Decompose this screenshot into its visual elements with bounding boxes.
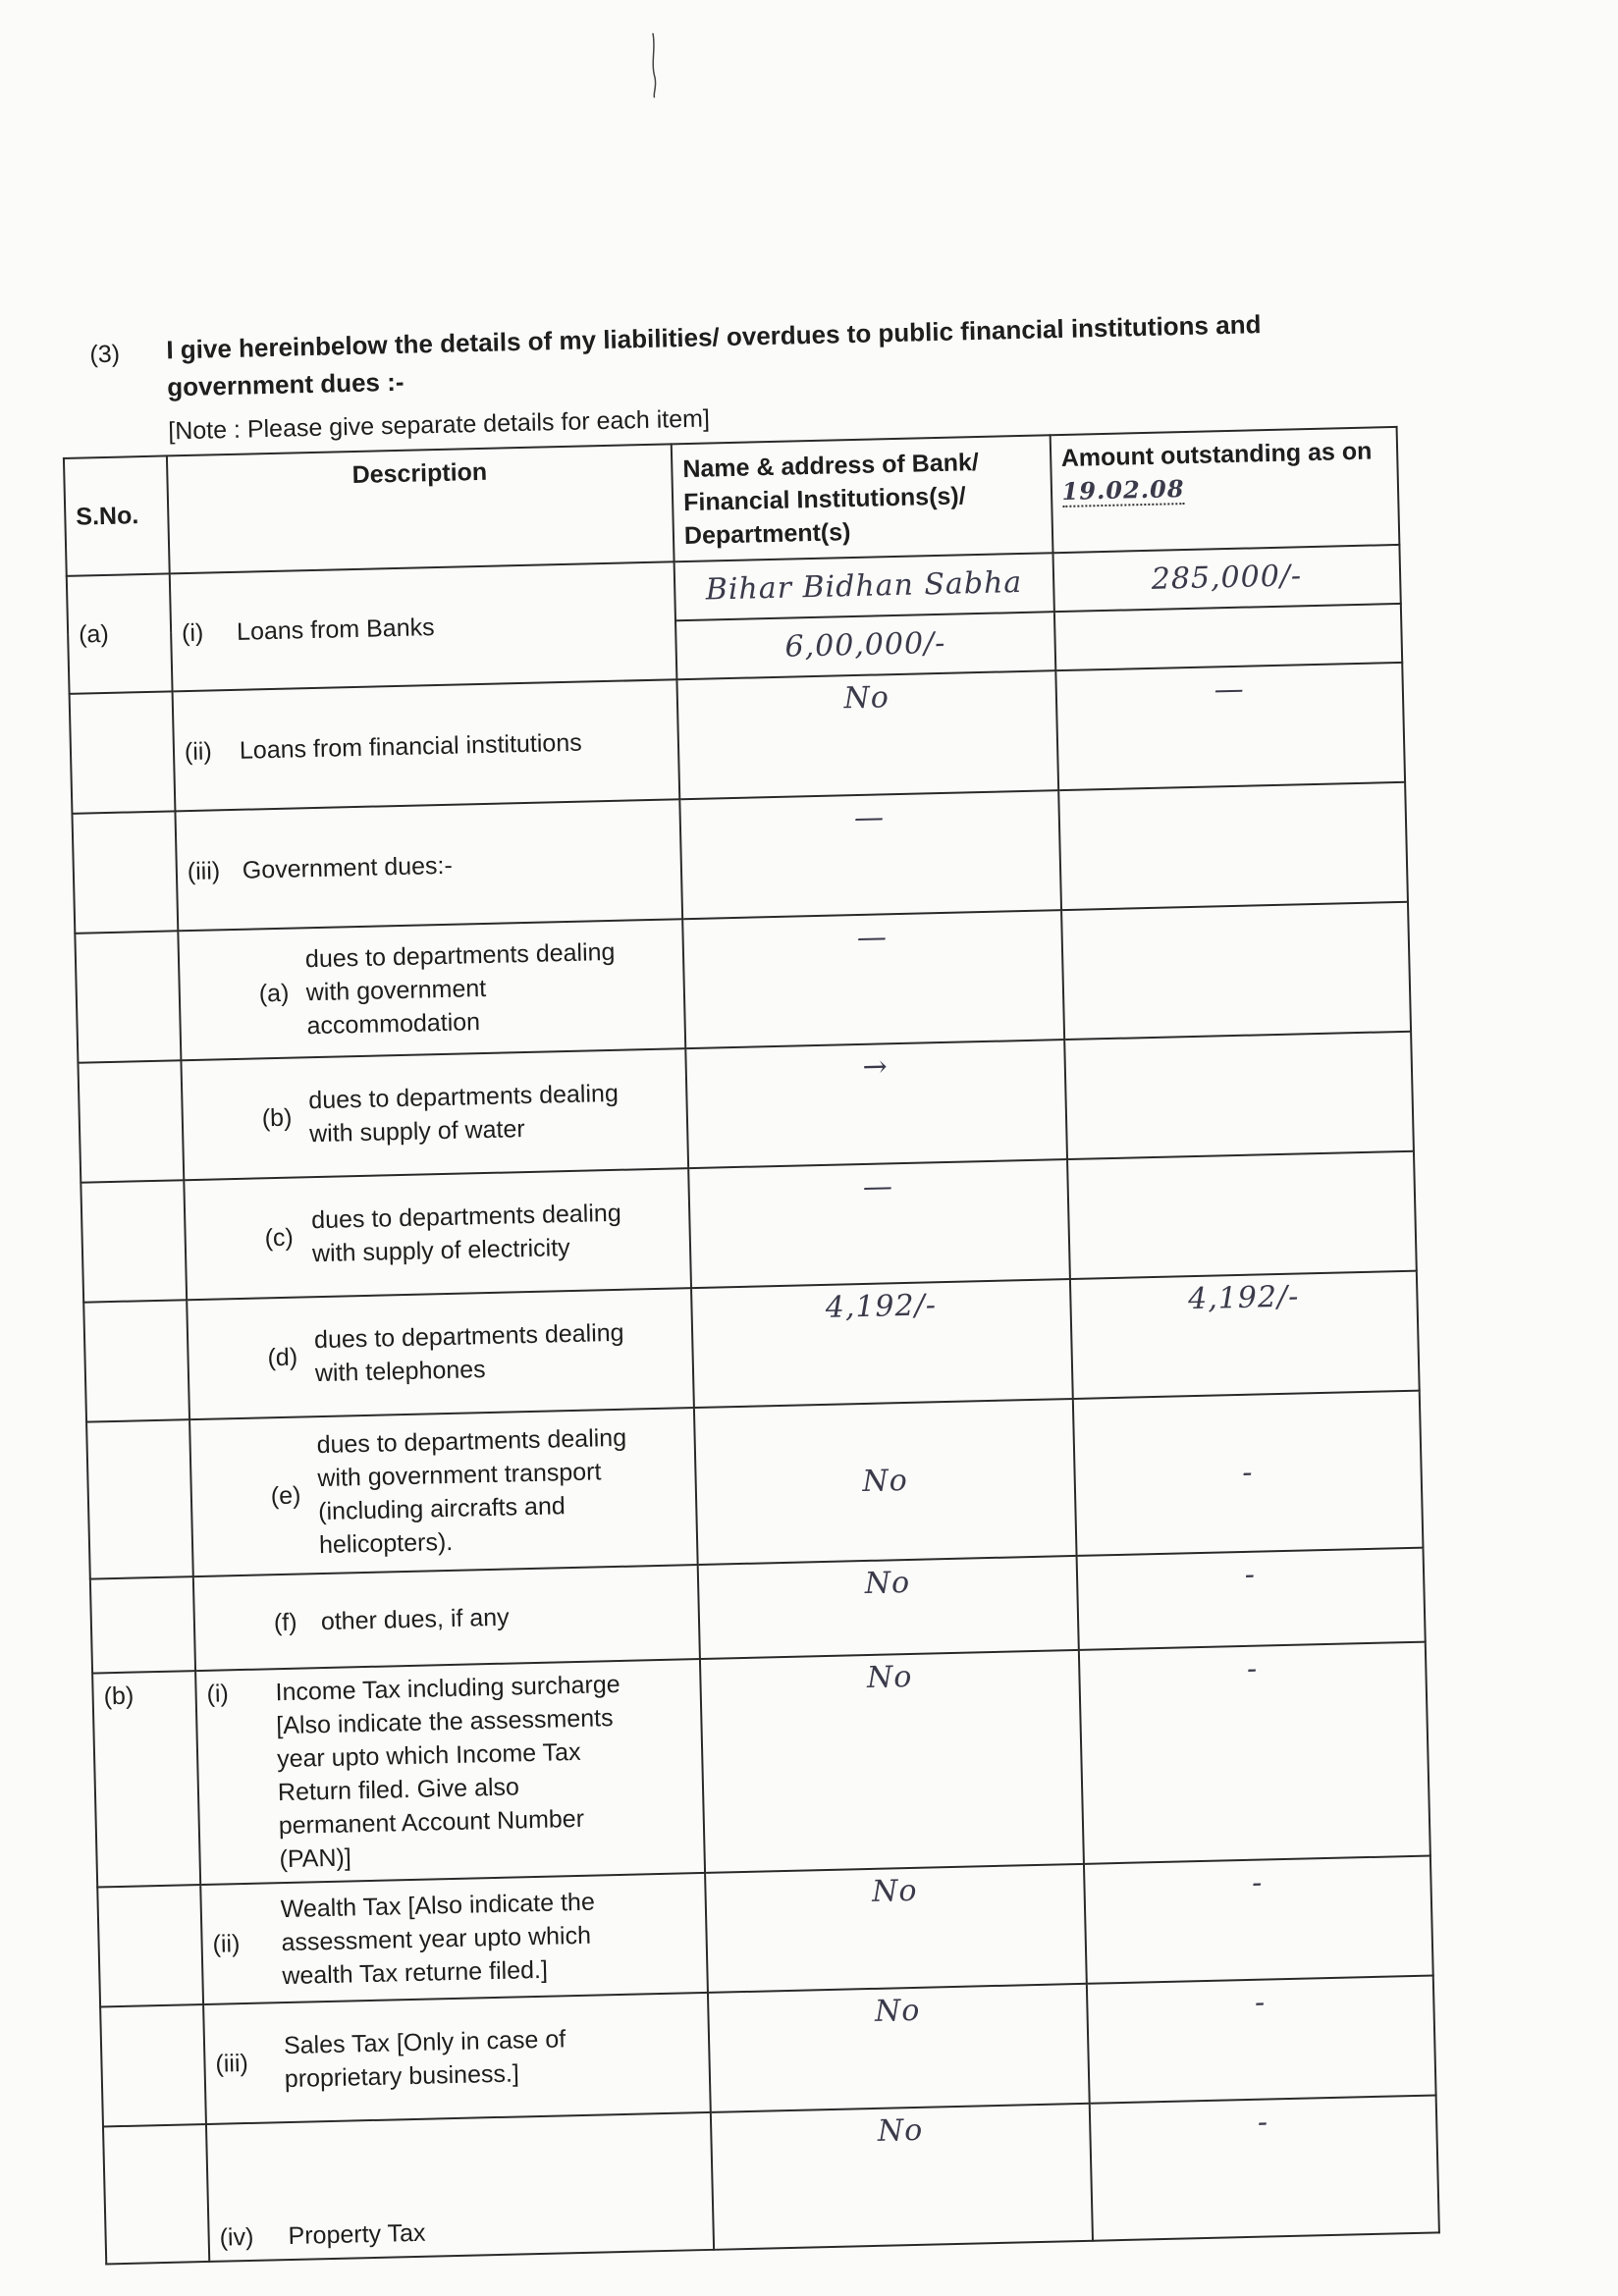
row-label: (a) <box>258 979 290 1008</box>
sno-cell <box>81 1180 187 1302</box>
section-heading <box>89 304 1326 402</box>
bank-name-cell: Bihar Bidhan Sabha <box>674 553 1054 620</box>
row-description: dues to departments dealing with government transport (including aircrafts and helicopters). <box>316 1423 627 1560</box>
b-row-desc <box>206 2112 714 2262</box>
row-description: dues to departments dealing with supply of water <box>308 1079 620 1148</box>
amount-cell: - <box>1072 1391 1423 1556</box>
row-description: dues to departments dealing with supply of electricity <box>310 1199 621 1268</box>
amount-cell: - <box>1078 1642 1429 1864</box>
header-bank: Name & address of Bank/ Financial Institutions(s)/ Department(s) <box>672 435 1052 561</box>
b-row-desc <box>203 1993 711 2124</box>
amount-cell <box>1053 604 1402 670</box>
sno-cell <box>72 811 178 933</box>
sub-row-desc <box>187 1288 694 1419</box>
row-description: Government dues:- <box>242 851 454 884</box>
bank-cell: No <box>698 1556 1079 1659</box>
row-label: (b) <box>261 1103 293 1133</box>
bank-cell: → <box>685 1040 1066 1168</box>
table-row <box>86 1391 1423 1579</box>
amount-cell <box>1061 902 1411 1040</box>
row-label: (i) <box>206 1680 230 1708</box>
row-description: Sales Tax [Only in case of proprietary business.] <box>283 2025 566 2094</box>
amount-cell <box>1058 782 1408 910</box>
bank-amount-cell: 6,00,000/- <box>675 612 1055 679</box>
section-heading-text: I give hereinbelow the details of my liabilities/ overdues to public financial institutions and government dues :- <box>166 309 1262 402</box>
row-description: dues to departments dealing with telephones <box>313 1318 624 1388</box>
row-label: (iii) <box>215 2049 249 2078</box>
table-row <box>92 1642 1430 1888</box>
amount-cell: — <box>1055 663 1405 790</box>
amount-cell: 4,192/- <box>1069 1271 1419 1399</box>
bank-cell: No <box>711 2104 1093 2250</box>
sno-cell <box>100 2004 206 2126</box>
loans-banks-desc <box>170 561 677 691</box>
row-description: dues to departments dealing with government accommodation <box>304 937 616 1041</box>
note-text: [Note : Please give separate details for each item] <box>167 404 711 446</box>
header-amount <box>1050 427 1399 553</box>
amount-cell <box>1067 1151 1417 1279</box>
row-label: (d) <box>267 1343 298 1372</box>
row-description: Wealth Tax [Also indicate the assessment year upto which wealth Tax returne filed.] <box>280 1888 596 1991</box>
bank-cell: No <box>676 670 1057 799</box>
row-label: (ii) <box>184 737 213 766</box>
sno-cell <box>90 1576 195 1673</box>
sno-cell <box>86 1419 193 1578</box>
sno-cell <box>97 1885 203 2006</box>
row-description: Loans from Banks <box>236 613 435 646</box>
header-description: Description <box>167 444 674 573</box>
bank-cell: — <box>688 1159 1069 1288</box>
sub-row-desc <box>181 1048 688 1180</box>
sno-cell <box>103 2124 209 2264</box>
section-a-label: (a) <box>67 573 173 693</box>
sno-cell <box>70 691 176 813</box>
row-label: (i) <box>181 618 204 647</box>
bank-cell: No <box>694 1399 1076 1565</box>
b-row-desc <box>200 1873 708 2004</box>
sno-cell <box>78 1060 184 1182</box>
bank-cell: No <box>708 1984 1089 2112</box>
liabilities-table <box>63 426 1440 2266</box>
sno-cell <box>83 1300 189 1421</box>
amount-cell: - <box>1084 1856 1433 1984</box>
row-label: (iii) <box>187 856 221 885</box>
header-amount-label: Amount outstanding as on <box>1060 437 1373 472</box>
staple-mark <box>650 33 658 98</box>
bank-cell: 4,192/- <box>691 1279 1072 1408</box>
loans-fi-desc <box>173 679 680 811</box>
amount-cell: - <box>1086 1975 1435 2103</box>
bank-cell: No <box>700 1650 1084 1873</box>
amount-cell: - <box>1089 2095 1439 2240</box>
row-description: Loans from financial institutions <box>239 728 582 765</box>
header-amount-date: 19.02.08 <box>1061 474 1185 506</box>
sno-cell <box>75 931 181 1062</box>
section-number: (3) <box>89 340 121 369</box>
row-label: (c) <box>264 1223 295 1253</box>
row-description: Property Tax <box>288 2218 426 2251</box>
amount-cell <box>1064 1032 1414 1159</box>
bank-cell: — <box>679 790 1060 919</box>
row-label: (iv) <box>219 2222 254 2252</box>
amount-cell: - <box>1076 1548 1426 1650</box>
header-sno: S.No. <box>64 455 170 575</box>
row-label: (ii) <box>212 1930 241 1958</box>
row-description: other dues, if any <box>320 1603 510 1635</box>
sub-row-desc <box>178 919 685 1060</box>
row-label: (f) <box>273 1608 297 1636</box>
sub-row-desc <box>189 1408 698 1576</box>
amount-cell: 285,000/- <box>1052 545 1401 612</box>
bank-cell: — <box>682 910 1064 1048</box>
gov-dues-desc <box>175 799 682 931</box>
section-b-label: (b) <box>92 1671 200 1887</box>
bank-cell: No <box>705 1864 1086 1993</box>
b-row-desc <box>195 1659 705 1885</box>
row-label: (e) <box>270 1481 301 1511</box>
sub-row-desc <box>193 1565 700 1671</box>
sub-row-desc <box>184 1168 691 1300</box>
row-description: Income Tax including surcharge [Also indicate the assessments year upto which Income Tax Return filed. Give also permanent Account Number (PAN)] <box>275 1670 620 1874</box>
